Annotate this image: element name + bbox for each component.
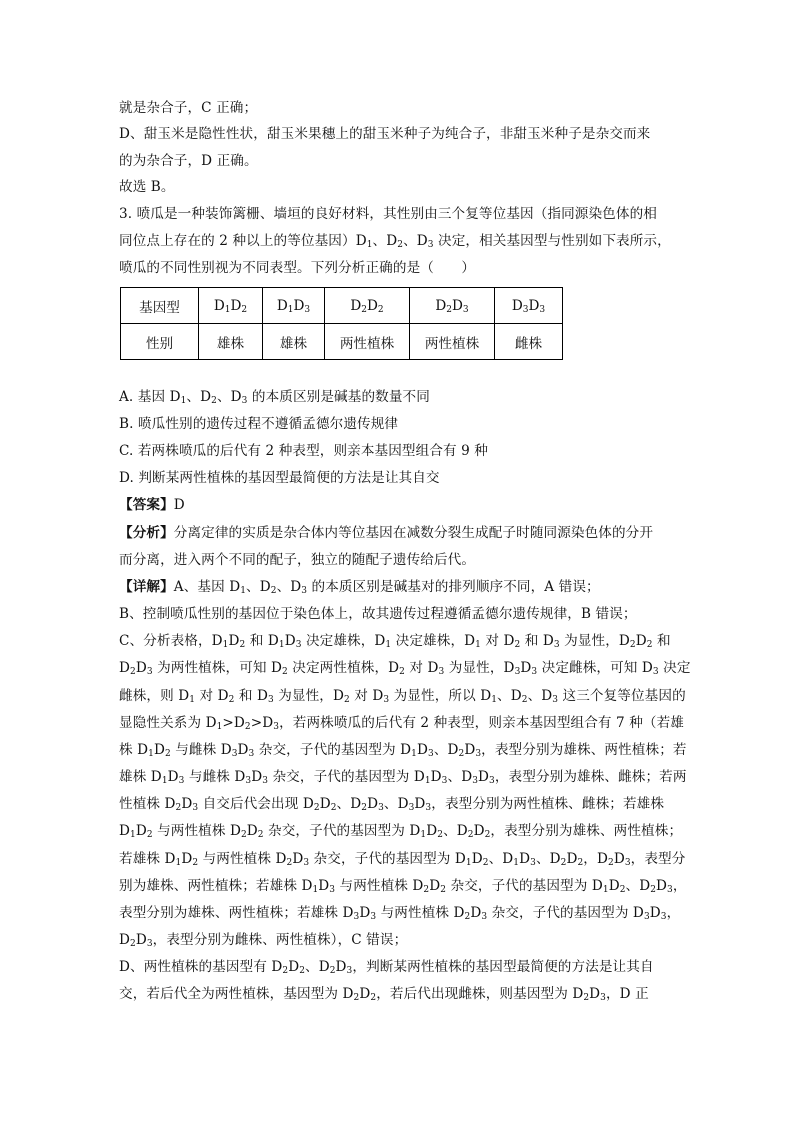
text-line: 同位点上存在的 2 种以上的等位基因）$D_1$、$D_2$、$D_3$ 决定，相关基因型与性别如下表所示， [119, 233, 671, 250]
table-row-label-cell: 性别 [121, 324, 199, 360]
text-line: 雄株 $D_1D_3$ 与雌株 $D_3D_3$ 杂交，子代的基因型为 $D_1D_3$、$D_3D_3$，表型分别为雄株、雌株；若两 [119, 769, 687, 786]
table-row-sex [121, 324, 563, 360]
text-line: C. 若两株喷瓜的后代有 2 种表型，则亲本基因型组合有 9 种 [119, 443, 488, 459]
text-line: 【答案】D [119, 497, 185, 513]
text-line: $D_2D_3$ 为两性植株，可知 $D_2$ 决定两性植株，$D_2$ 对 $D_3$ 为显性，$D_3D_3$ 决定雌株，可知 $D_3$ 决定 [119, 660, 691, 677]
text-line: 交，若后代全为两性植株，基因型为 $D_2D_2$，若后代出现雌株，则基因型为 $D_2D_3$，D 正 [119, 986, 649, 1003]
text-line: 别为雄株、两性植株；若雄株 $D_1D_3$ 与两性植株 $D_2D_2$ 杂交，子代的基因型为 $D_1D_2$、$D_2D_3$， [119, 878, 687, 895]
text-line: 性植株 $D_2D_3$ 自交后代会出现 $D_2D_2$、$D_2D_3$、$D_3D_3$，表型分别为两性植株、雌株；若雄株 [119, 796, 665, 813]
text-line: B. 喷瓜性别的遗传过程不遵循孟德尔遗传规律 [119, 416, 399, 432]
text-line: 就是杂合子，C 正确； [119, 100, 258, 116]
text-line: 雌株，则 $D_1$ 对 $D_2$ 和 $D_3$ 为显性，$D_2$ 对 $D_3$ 为显性，所以 $D_1$、$D_2$、$D_3$ 这三个复等位基因的 [119, 688, 686, 705]
table-cell-genotype: $D_1D_3$ [263, 288, 325, 324]
text-line: $D_1D_2$ 与两性植株 $D_2D_2$ 杂交，子代的基因型为 $D_1D_2$、$D_2D_2$，表型分别为雄株、两性植株； [119, 823, 683, 840]
table-cell-sex: 雄株 [199, 324, 263, 360]
text-line: 显隐性关系为 $D_1>D_2>D_3$，若两株喷瓜的后代有 2 种表型，则亲本基因型组合有 7 种（若雄 [119, 715, 684, 732]
text-line: 3. 喷瓜是一种装饰篱栅、墙垣的良好材料，其性别由三个复等位基因（指同源染色体的相 [119, 206, 657, 222]
text-line: 而分离，进入两个不同的配子，独立的随配子遗传给后代。 [119, 552, 476, 568]
text-line: $D_2D_3$，表型分别为雌株、两性植株），C 错误； [119, 932, 408, 949]
table-header-cell: 基因型 [121, 288, 199, 324]
text-line: D、甜玉米是隐性性状，甜玉米果穗上的甜玉米种子为纯合子，非甜玉米种子是杂交而来 [119, 126, 651, 142]
text-line: 【分析】分离定律的实质是杂合体内等位基因在减数分裂生成配子时随同源染色体的分开 [119, 525, 654, 541]
table-cell-genotype: $D_2D_2$ [325, 288, 410, 324]
text-line: 喷瓜的不同性别视为不同表型。下列分析正确的是（ ） [119, 260, 476, 276]
text-line: C、分析表格，$D_1D_2$ 和 $D_1D_3$ 决定雄株，$D_1$ 决定雄株，$D_1$ 对 $D_2$ 和 $D_3$ 为显性，$D_2D_2$ 和 [119, 633, 671, 650]
table-row-genotype [121, 288, 563, 324]
text-line: B、控制喷瓜性别的基因位于染色体上，故其遗传过程遵循孟德尔遗传规律，B 错误； [119, 606, 637, 622]
text-line: 【详解】A、基因 $D_1$、$D_2$、$D_3$ 的本质区别是碱基对的排列顺序不同，A 错误； [119, 579, 600, 596]
genotype-sex-table [120, 287, 563, 360]
table-cell-sex: 雌株 [495, 324, 563, 360]
table-cell-sex: 两性植株 [410, 324, 495, 360]
text-line: 若雄株 $D_1D_2$ 与两性植株 $D_2D_3$ 杂交，子代的基因型为 $D_1D_2$、$D_1D_3$、$D_2D_2$，$D_2D_3$，表型分 [119, 851, 686, 868]
table-cell-genotype: $D_3D_3$ [495, 288, 563, 324]
text-line: 故选 B。 [119, 179, 175, 195]
text-line: D. 判断某两性植株的基因型最简便的方法是让其自交 [119, 470, 440, 486]
text-line: D、两性植株的基因型有 $D_2D_2$、$D_2D_3$，判断某两性植株的基因型最简便的方法是让其自 [119, 959, 654, 976]
text-line: 株 $D_1D_2$ 与雌株 $D_3D_3$ 杂交，子代的基因型为 $D_1D_3$、$D_2D_3$，表型分别为雄株、两性植株；若 [119, 742, 687, 759]
text-line: 的为杂合子，D 正确。 [119, 153, 258, 169]
table-cell-genotype: $D_2D_3$ [410, 288, 495, 324]
table-cell-genotype: $D_1D_2$ [199, 288, 263, 324]
text-line: A. 基因 $D_1$、$D_2$、$D_3$ 的本质区别是碱基的数量不同 [119, 389, 430, 406]
table-cell-sex: 两性植株 [325, 324, 410, 360]
table-cell-sex: 雄株 [263, 324, 325, 360]
text-line: 表型分别为雄株、两性植株；若雄株 $D_3D_3$ 与两性植株 $D_2D_3$ 杂交，子代的基因型为 $D_3D_3$， [119, 905, 681, 922]
